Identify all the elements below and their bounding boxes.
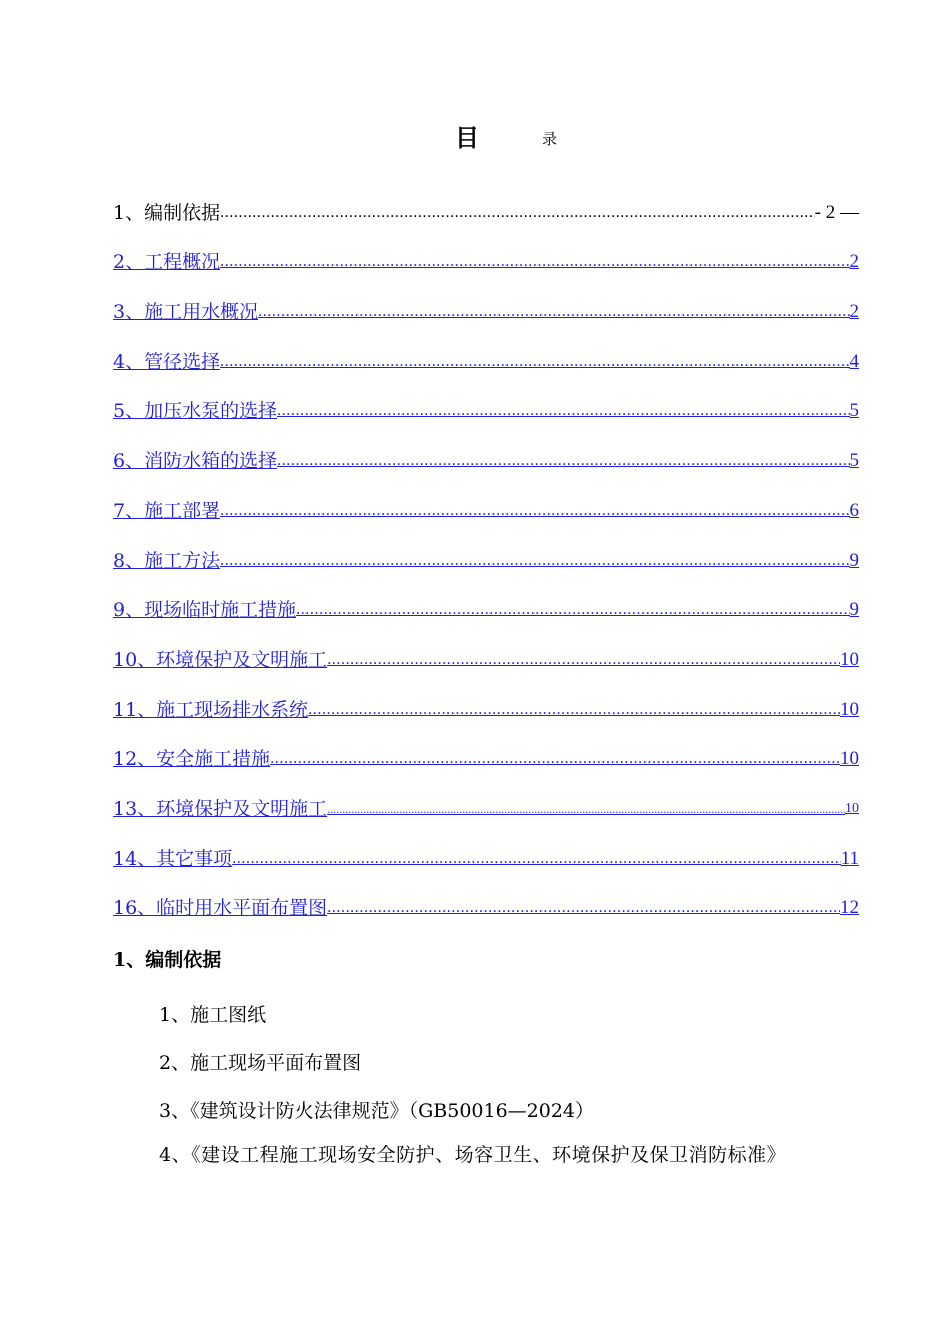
toc-link-7[interactable] [113, 488, 859, 538]
table-of-contents [113, 190, 859, 935]
toc-leader-dots [220, 500, 849, 522]
toc-entry-page: 2 [849, 301, 859, 323]
toc-leader-dots [308, 699, 840, 721]
toc-leader-dots [327, 798, 845, 820]
toc-entry-label: 4、管径选择 [113, 350, 221, 373]
toc-title [0, 118, 950, 158]
toc-leader-dots [220, 251, 849, 273]
toc-link-12[interactable] [113, 737, 859, 787]
toc-leader-dots [277, 450, 849, 472]
toc-entry-label: 3、施工用水概况 [113, 301, 259, 324]
toc-link-16[interactable] [113, 886, 859, 936]
toc-link-11[interactable] [113, 687, 859, 737]
toc-entry-label: 16、临时用水平面布置图 [113, 897, 328, 920]
toc-entry-page: 10 [840, 698, 859, 720]
section-heading: 1、编制依据 [113, 949, 222, 971]
toc-link-6[interactable] [113, 438, 859, 488]
toc-leader-dots [270, 748, 840, 770]
toc-entry-page: 10 [840, 748, 859, 770]
toc-title-secondary: 录 [542, 130, 558, 148]
toc-entry-page: 12 [840, 897, 859, 919]
toc-entry-label: 9、现场临时施工措施 [113, 599, 297, 622]
toc-entry-label: 7、施工部署 [113, 499, 221, 522]
toc-leader-dots [277, 400, 849, 422]
basis-item-3: 3、《建筑设计防火法律规范》（GB50016—2024） [159, 1100, 595, 1122]
toc-link-4[interactable] [113, 339, 859, 389]
toc-entry-page: 6 [849, 499, 859, 521]
toc-entry-label: 11、施工现场排水系统 [113, 698, 309, 721]
toc-entry-page: - 2 — [814, 201, 859, 223]
toc-leader-dots [327, 897, 840, 919]
toc-entry-page: 5 [849, 450, 859, 472]
toc-link-9[interactable] [113, 588, 859, 638]
toc-leader-dots [220, 202, 815, 224]
toc-leader-dots [220, 550, 849, 572]
toc-entry-label: 14、其它事项 [113, 847, 233, 870]
toc-entry-label: 12、安全施工措施 [113, 748, 271, 771]
toc-link-3[interactable] [113, 289, 859, 339]
toc-entry-label: 5、加压水泵的选择 [113, 400, 278, 423]
basis-item-4: 4、《建设工程施工现场安全防护、场容卫生、环境保护及保卫消防标准》 [159, 1144, 787, 1166]
basis-item-1: 1、施工图纸 [159, 1004, 267, 1026]
toc-leader-dots [258, 301, 849, 323]
toc-entry-label: 6、消防水箱的选择 [113, 450, 278, 473]
toc-leader-dots [296, 599, 849, 621]
toc-entry-page: 2 [849, 251, 859, 273]
toc-entry-label: 2、工程概况 [113, 251, 221, 274]
toc-link-5[interactable] [113, 389, 859, 439]
toc-link-10[interactable] [113, 637, 859, 687]
toc-entry-label: 8、施工方法 [113, 549, 221, 572]
toc-entry-page: 9 [849, 599, 859, 621]
toc-title-main: 目 [455, 123, 479, 152]
toc-link-14[interactable] [113, 836, 859, 886]
toc-entry-1 [113, 190, 859, 240]
toc-entry-page: 5 [849, 400, 859, 422]
toc-link-8[interactable] [113, 538, 859, 588]
toc-entry-page: 10 [845, 800, 859, 816]
basis-item-2: 2、施工现场平面布置图 [159, 1052, 362, 1074]
toc-link-2[interactable] [113, 240, 859, 290]
toc-entry-label: 13、环境保护及文明施工 [113, 797, 328, 820]
toc-leader-dots [232, 848, 841, 870]
toc-leader-dots [220, 351, 849, 373]
toc-entry-label: 10、环境保护及文明施工 [113, 648, 328, 671]
toc-entry-page: 10 [840, 648, 859, 670]
toc-link-13[interactable] [113, 786, 859, 836]
toc-entry-page: 4 [849, 350, 859, 372]
toc-entry-page: 9 [849, 549, 859, 571]
toc-entry-label: 1、编制依据 [113, 201, 221, 224]
toc-leader-dots [327, 649, 840, 671]
toc-entry-page: 11 [840, 847, 859, 869]
